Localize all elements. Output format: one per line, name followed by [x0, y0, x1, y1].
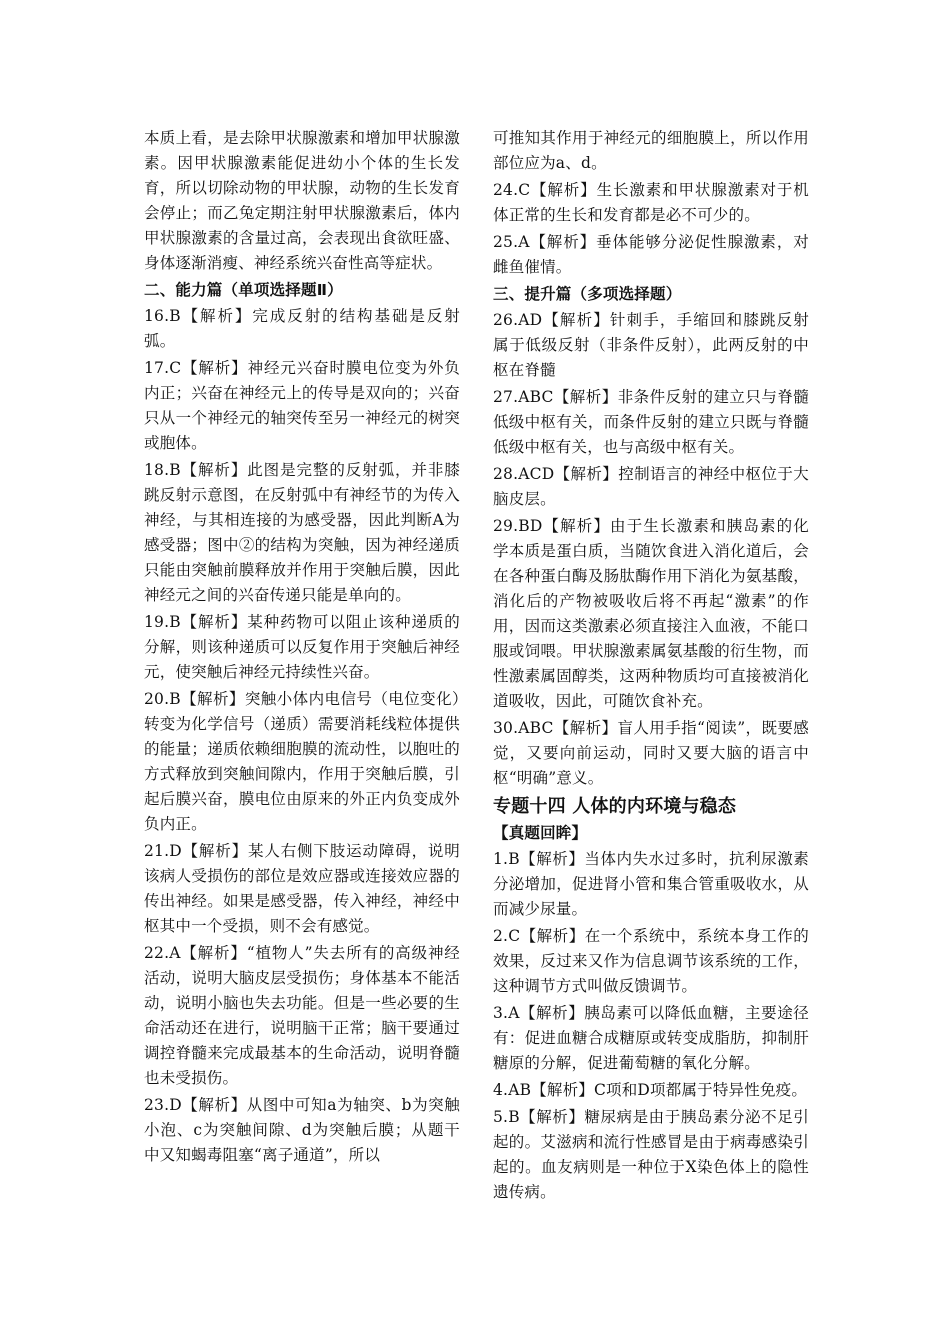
review-answer-4: 4.AB【解析】C项和D项都属于特异性免疫。	[493, 1081, 808, 1099]
section-heading-review: 【真题回眸】	[493, 824, 588, 842]
section-heading-ability: 二、能力篇（单项选择题Ⅱ）	[144, 281, 343, 299]
answer-27: 27.ABC【解析】非条件反射的建立只与脊髓低级中枢有关，而条件反射的建立只既与脊髓低级中枢有关，也与高级中枢有关。	[493, 388, 809, 456]
answer-30: 30.ABC【解析】盲人用手指“阅读”，既要感觉，又要向前运动，同时又要大脑的语言中枢“明确”意义。	[493, 719, 809, 787]
review-answer-3: 3.A【解析】胰岛素可以降低血糖，主要途径有：促进血糖合成糖原或转变成脂肪，抑制肝糖原的分解，促进葡萄糖的氧化分解。	[493, 1004, 809, 1072]
left-column	[144, 126, 460, 1170]
right-column	[493, 126, 809, 1207]
topic-title: 专题十四 人体的内环境与稳态	[493, 796, 737, 817]
answer-23: 23.D【解析】从图中可知a为轴突、b为突触小泡、c为突触间隙、d为突触后膜；从题干中又知蝎毒阻塞“离子通道”，所以	[144, 1096, 460, 1164]
answer-17: 17.C【解析】神经元兴奋时膜电位变为外负内正；兴奋在神经元上的传导是双向的；兴奋只从一个神经元的轴突传至另一神经元的树突或胞体。	[144, 359, 460, 452]
continuation-paragraph: 本质上看，是去除甲状腺激素和增加甲状腺激素。因甲状腺激素能促进幼小个体的生长发育，所以切除动物的甲状腺，动物的生长发育会停止；而乙兔定期注射甲状腺激素后，体内甲状腺激素的含量过高，会表现出食欲旺盛、身体逐渐消瘦、神经系统兴奋性高等症状。	[144, 129, 460, 272]
answer-20: 20.B【解析】突触小体内电信号（电位变化）转变为化学信号（递质）需要消耗线粒体提供的能量；递质依赖细胞膜的流动性，以胞吐的方式释放到突触间隙内，作用于突触后膜，引起后膜兴奋，膜电位由原来的外正内负变成外负内正。	[144, 690, 460, 833]
section-heading-advance: 三、提升篇（多项选择题）	[493, 285, 682, 303]
review-answer-1: 1.B【解析】当体内失水过多时，抗利尿激素分泌增加，促进肾小管和集合管重吸收水，从而减少尿量。	[493, 850, 809, 918]
review-answer-2: 2.C【解析】在一个系统中，系统本身工作的效果，反过来又作为信息调节该系统的工作，这种调节方式叫做反馈调节。	[493, 927, 809, 995]
continuation-paragraph: 可推知其作用于神经元的细胞膜上，所以作用部位应为a、d。	[493, 129, 809, 172]
answer-25: 25.A【解析】垂体能够分泌促性腺激素，对雌鱼催情。	[493, 233, 809, 276]
review-answer-5: 5.B【解析】糖尿病是由于胰岛素分泌不足引起的。艾滋病和流行性感冒是由于病毒感染引起的。血友病则是一种位于X染色体上的隐性遗传病。	[493, 1108, 809, 1201]
answer-18: 18.B【解析】此图是完整的反射弧，并非膝跳反射示意图，在反射弧中有神经节的为传入神经，与其相连接的为感受器，因此判断A为感受器；图中②的结构为突触，因为神经递质只能由突触前膜释放并作用于突触后膜，因此神经元之间的兴奋传递只能是单向的。	[144, 461, 460, 604]
answer-16: 16.B【解析】完成反射的结构基础是反射弧。	[144, 307, 460, 350]
answer-28: 28.ACD【解析】控制语言的神经中枢位于大脑皮层。	[493, 465, 809, 508]
answer-29: 29.BD【解析】由于生长激素和胰岛素的化学本质是蛋白质，当随饮食进入消化道后，会在各种蛋白酶及肠肽酶作用下消化为氨基酸，消化后的产物被吸收后将不再起“激素”的作用，因而这类激素必须直接注入血液，不能口服或饲喂。甲状腺激素属氨基酸的衍生物，而性激素属固醇类，这两种物质均可直接被消化道吸收，因此，可随饮食补充。	[493, 517, 809, 710]
answer-24: 24.C【解析】生长激素和甲状腺激素对于机体正常的生长和发育都是必不可少的。	[493, 181, 809, 224]
answer-19: 19.B【解析】某种药物可以阻止该种递质的分解，则该种递质可以反复作用于突触后神经元，使突触后神经元持续性兴奋。	[144, 613, 460, 681]
answer-26: 26.AD【解析】针刺手，手缩回和膝跳反射属于低级反射（非条件反射），此两反射的中枢在脊髓	[493, 311, 809, 379]
answer-21: 21.D【解析】某人右侧下肢运动障碍，说明该病人受损伤的部位是效应器或连接效应器的传出神经。如果是感受器，传入神经，神经中枢其中一个受损，则不会有感觉。	[144, 842, 460, 935]
answer-22: 22.A【解析】“植物人”失去所有的高级神经活动，说明大脑皮层受损伤；身体基本不能活动，说明小脑也失去功能。但是一些必要的生命活动还在进行，说明脑干正常；脑干要通过调控脊髓来完成最基本的生命活动，说明脊髓也未受损伤。	[144, 944, 460, 1087]
